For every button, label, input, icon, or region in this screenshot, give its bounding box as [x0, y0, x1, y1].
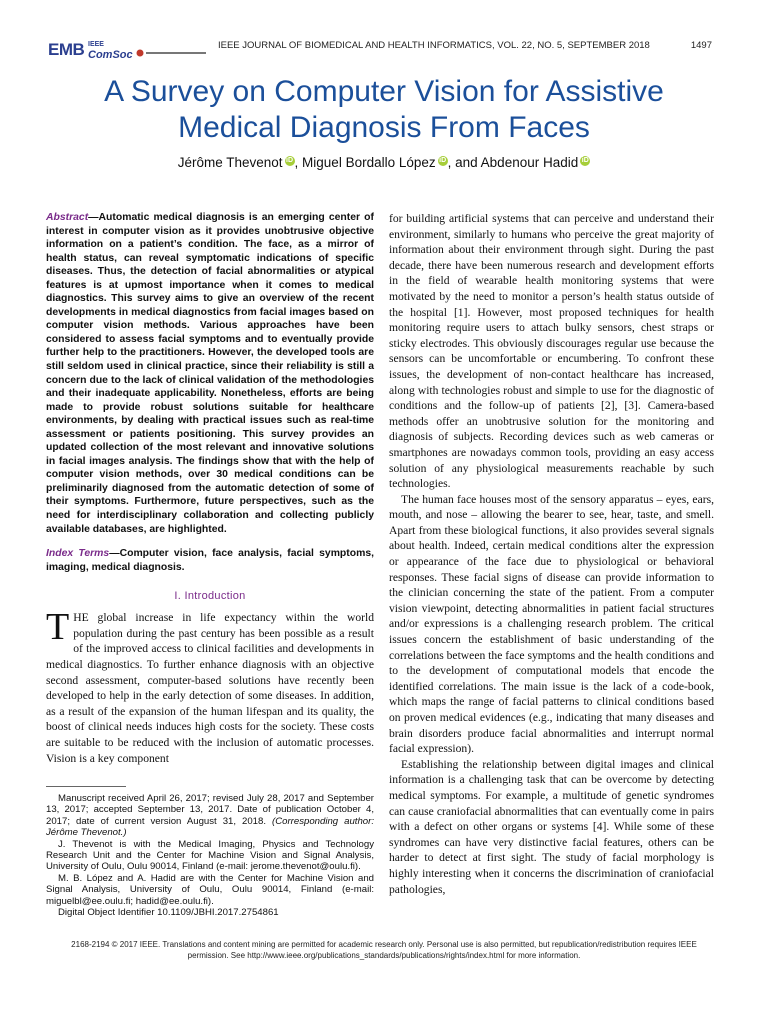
footnote-doi: Digital Object Identifier 10.1109/JBHI.2017.2754861 [58, 907, 279, 919]
intro-paragraph-1-text: HE global increase in life expectancy within the world population during the past century has been possible as a result of the improved access to clinical facilities and developments in medical diagnostics. To further enhance diagnosis with an objective second assessment, computer-based solutions have recently been developed to help in the early detection of some diseases. In addition, as a result of the expansion of the human lifespan and its quality, the boost of clinical needs induces high costs for the society. These costs are suitable to be reduced with the inclusion of automatic processes. Vision is a key component [46, 611, 374, 765]
title-line-2: Medical Diagnosis From Faces [178, 111, 590, 144]
index-terms [46, 547, 374, 574]
abstract-text: —Automatic medical diagnosis is an emerging center of interest in computer vision as it provides unobtrusive objective information on a patient’s condition. The face, as a mirror of health status, can reveal symptomatic indications of specific diseases. Thus, the detection of facial abnormalities or atypical features is at upmost importance when it comes to medical diagnostics. This survey aims to give an overview of the recent developments in medical diagnostics from facial images based on computer vision methods. Various approaches have been considered to assess facial symptoms and to eventually provide further help to the practitioners. However, the developed tools are still seldom used in clinical practice, since their reliability is still a concern due to the lack of clinical validation of the methodologies and their inadequate applicability. Nonetheless, efforts are being made to provide robust solutions suitable for healthcare environments, by dealing with practical issues such as real-time assessment or patients positioning. This survey provides an updated collection of the most relevant and innovative solutions in facial images analysis. The findings show that with the help of computer vision methods, over 30 medical conditions can be preliminarily diagnosed from the automatic detection of some of their symptoms. Furthermore, future perspectives, such as the need for interdisciplinary collaboration and collecting publicly available databases, are highlighted. [46, 212, 374, 535]
right-column [389, 211, 714, 897]
orcid-icon[interactable]: iD [439, 156, 447, 164]
footnote-corresponding: (Corresponding author: Jérôme Thevenot.) [46, 815, 374, 839]
footnote-received [46, 793, 374, 839]
abstract-lead: Abstract [46, 212, 89, 223]
footnote-affiliation-2: M. B. López and A. Hadid are with the Center for Machine Vision and Signal Analysis, University of Oulu, Oulu 90014, Finland (e-mail: miguelbl@ee.oulu.fi; hadid@ee.oulu.fi). [46, 872, 374, 907]
comsoc-logo-small: IEEE [88, 41, 104, 48]
author-2: , Miguel Bordallo López [294, 155, 436, 170]
intro-paragraph-2: The human face houses most of the sensory apparatus – eyes, ears, mouth, and nose – allowing the bearer to see, hear, taste, and smell. Apart from these biological functions, it also provides several signals about health. Indeed, certain medical conditions alter the expression or appearance of the face due to physiological or behavioral responses. These facial signs of disease can provide information to the clinician concerning the state of the patient. From a computer vision viewpoint, detecting abnormalities in patient facial structures and/or expressions is a challenging research problem. The critical issues concern the establishment of basic understanding of the correlations between the face symptoms and the health conditions and to the development of computational models that encode the identified correlations. The main issue is the lack of a code-book, which maps the range of facial patterns to clinical conditions based on proven medical evidences (e.g., indicating that many diseases and brain disorders produce facial abnormalities and interrupt normal facial expression). [389, 492, 714, 756]
page-number: 1497 [690, 40, 712, 51]
running-header [48, 38, 716, 64]
intro-paragraph-1-continued: for building artificial systems that can perceive and understand their environment, similarly to humans who perceive the great majority of information about their environment through sight. During the past decade, there have been numerous research and development efforts in the field of wearable health monitoring systems that were motivated by the need to monitor a person’s health status outside of the hospital [1]. However, most proposed techniques for health monitoring require users to attach bulky sensors, chest straps or sticky electrodes. This obviously discourages regular use because the sensors can be uncomfortable or encumbering. To confront these issues, the development of non-contact healthcare has increased, along with technologies robust and simple to use for the diagnostic of conditions and the follow-up of patients [2], [3]. Camera-based methods offer an unobtrusive solution for the monitoring and diagnosis of subjects. Recording devices such as web cameras or smartphones are nowadays common tools, providing an easy access solution of any physiological measurements reachable by such technologies. [389, 212, 714, 491]
footnote [46, 793, 374, 918]
comsoc-logo [88, 38, 133, 60]
intro-paragraph-3: Establishing the relationship between digital images and clinical information is a challenging task that can be overcome by detecting medical symptoms. For example, a multitude of genetic syndromes can cause craniofacial abnormalities that can eventually come in pairs with a defect on other organs or systems [4]. While some of these syndromes can have very distinctive facial features, others can be harder to detect at first sight. The study of facial morphology is highly interesting when it concerns the discrimination of craniofacial pathologies, [389, 757, 714, 896]
author-3: , and Abdenour Hadid [447, 155, 579, 170]
copyright-notice: 2168-2194 © 2017 IEEE. Translations and content mining are permitted for academic research only. Personal use is also permitted, but republication/redistribution requires IEEE permission. See http://www.ieee.org/publications_standards/publications/rights/index.html for more information. [71, 940, 697, 960]
index-terms-text: —Computer vision, face analysis, facial symptoms, imaging, medical diagnosis. [46, 548, 374, 573]
index-terms-lead: Index Terms [46, 548, 110, 560]
comsoc-logo-text: ComSoc [88, 49, 133, 61]
left-column [46, 211, 374, 766]
title-line-1: A Survey on Computer Vision for Assistive [104, 75, 664, 108]
emb-logo: EMB [48, 40, 85, 59]
drop-cap: T [46, 606, 70, 649]
journal-name: IEEE JOURNAL OF BIOMEDICAL AND HEALTH INFORMATICS, VOL. 22, NO. 5, SEPTEMBER 2018 [218, 40, 650, 51]
section-heading: I. Introduction [174, 590, 246, 603]
footnote-received-text: Manuscript received April 26, 2017; revised July 28, 2017 and September 13, 2017; accepted September 13, 2017. Date of publication October 4, 2017; date of current version August 31, 2018. [46, 793, 374, 827]
abstract [46, 211, 374, 536]
paper-title [40, 74, 728, 146]
author-list [40, 155, 728, 170]
footnote-rule [46, 786, 126, 787]
society-logos [48, 38, 218, 64]
orcid-icon[interactable]: iD [286, 156, 294, 164]
orcid-icon[interactable]: iD [581, 156, 589, 164]
author-1: Jérôme Thevenot [177, 155, 283, 170]
footnote-affiliation-1: J. Thevenot is with the Medical Imaging, Physics and Technology Research Unit and the Center for Machine Vision and Signal Analysis, University of Oulu, Oulu 90014, Finland (e-mail: jerome.thevenot@oulu.fi). [46, 838, 374, 873]
intro-paragraph-1 [46, 606, 374, 766]
society-logo-icon [136, 48, 208, 58]
